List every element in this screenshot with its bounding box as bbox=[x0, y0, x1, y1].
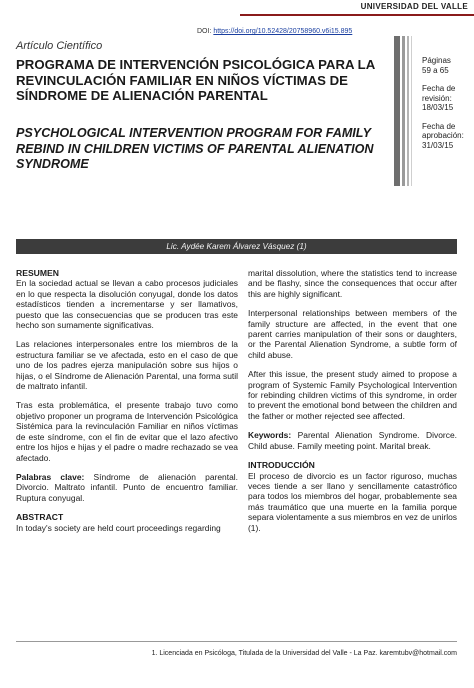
section-label: Artículo Científico bbox=[16, 40, 103, 52]
keywords-es bbox=[16, 472, 238, 503]
author-name: Lic. Aydée Karem Álvarez Vásquez (1) bbox=[166, 242, 307, 251]
right-column bbox=[248, 268, 457, 542]
abstract-heading: ABSTRACT bbox=[16, 512, 64, 523]
intro-heading: INTRODUCCIÓN bbox=[248, 460, 315, 471]
resumen-heading: RESUMEN bbox=[16, 268, 59, 278]
resumen-paragraph-3: Tras esta problemática, el presente trabajo tuvo como objetivo proponer un programa de Intervención Psicológica Sistémica para la revinculación Familiar en niños víctimas de este síndrome, con el fin de evitar que el lazo afectivo entre los hijos e hijas y el padre o madre rechazado se vea afectado. bbox=[16, 400, 238, 463]
article-meta bbox=[422, 56, 472, 159]
approved-value: 31/03/15 bbox=[422, 140, 454, 150]
received-value: 18/03/15 bbox=[422, 103, 454, 112]
university-name: UNIVERSIDAD DEL VALLE bbox=[360, 2, 468, 11]
title-english: PSYCHOLOGICAL INTERVENTION PROGRAM FOR FAMILY REBIND IN CHILDREN VICTIMS OF PARENTAL ALIENATION SYNDROME bbox=[16, 126, 374, 171]
footnote-rule bbox=[16, 641, 457, 642]
decorative-stripes bbox=[394, 36, 418, 186]
keywords-en-text: Parental Alienation Syndrome. Divorce. Child abuse. Family meeting point. Marital break. bbox=[248, 430, 457, 451]
pages-label: Páginas bbox=[422, 56, 451, 65]
abstract-paragraph-3: After this issue, the present study aimed to propose a program of Systemic Family Psychological Intervention for rebinding children victims of this syndrome, in order to prevent the emotional bond between the children and the father or mother rejected see affected. bbox=[248, 369, 457, 421]
abstract-paragraph-2: Interpersonal relationships between members of the family structure are affected, in the event that one parent carries manipulation of their sons or daughters, or the Parental Alienation Syndrome, a subtle form of child abuse. bbox=[248, 308, 457, 360]
resumen-paragraph-1: En la sociedad actual se llevan a cabo procesos judiciales en lo que respecta la disolución conyugal, donde los datos estadísticos tienden a incrementarse y ser llamativos, puesto que las consecuencias que se producen tras este hecho son sumamente significativas. bbox=[16, 278, 238, 331]
keywords-en-label: Keywords: bbox=[248, 430, 292, 441]
keywords-en bbox=[248, 430, 457, 451]
pages-value: 59 a 65 bbox=[422, 65, 449, 75]
resumen-paragraph-2: Las relaciones interpersonales entre los miembros de la estructura familiar se ve afectada, esto en el caso de que uno de los padres ejerza manipulación sobre sus hijos o hijas, o el Síndrome de Alienación Parental, una forma sutil de maltrato infantil. bbox=[16, 339, 238, 392]
approved-label: Fecha de aprobación: bbox=[422, 121, 464, 140]
doi-link[interactable]: https://doi.org/10.52428/20758960.v6i15.895 bbox=[213, 28, 353, 35]
left-column bbox=[16, 268, 238, 542]
header-rule bbox=[240, 14, 474, 16]
received-label: Fecha de revisión: bbox=[422, 84, 456, 103]
keywords-es-label: Palabras clave: bbox=[16, 471, 85, 482]
doi bbox=[197, 28, 352, 35]
intro-paragraph-1: El proceso de divorcio es un factor riguroso, muchas veces tiende a ser llano y sencillamente catastrófico para todos los miembros del hogar, probablemente sea más traumático que una muerte en la familia porque separa violentamente a sus miembros en vez de unirlos (1). bbox=[248, 470, 457, 533]
abstract-paragraph-1-cont: marital dissolution, where the statistics tend to increase and be flashy, since the consequences that occur after this are highly significant. bbox=[248, 268, 457, 299]
doi-label: DOI: bbox=[197, 28, 212, 35]
footnote: 1. Licenciada en Psicóloga, Titulada de la Universidad del Valle - La Paz. karemtubv@hotmail.com bbox=[151, 650, 457, 657]
title-spanish: PROGRAMA DE INTERVENCIÓN PSICOLÓGICA PARA LA REVINCULACIÓN FAMILIAR EN NIÑOS VÍCTIMAS DE SÍNDROME DE ALIENACIÓN PARENTAL bbox=[16, 57, 375, 103]
keywords-es-text: Síndrome de alienación parental. Divorcio. Maltrato infantil. Punto de encuentro familiar. Ruptura conyugal. bbox=[16, 471, 238, 503]
abstract-paragraph-1-start: In today's society are held court proceedings regarding bbox=[16, 522, 221, 533]
